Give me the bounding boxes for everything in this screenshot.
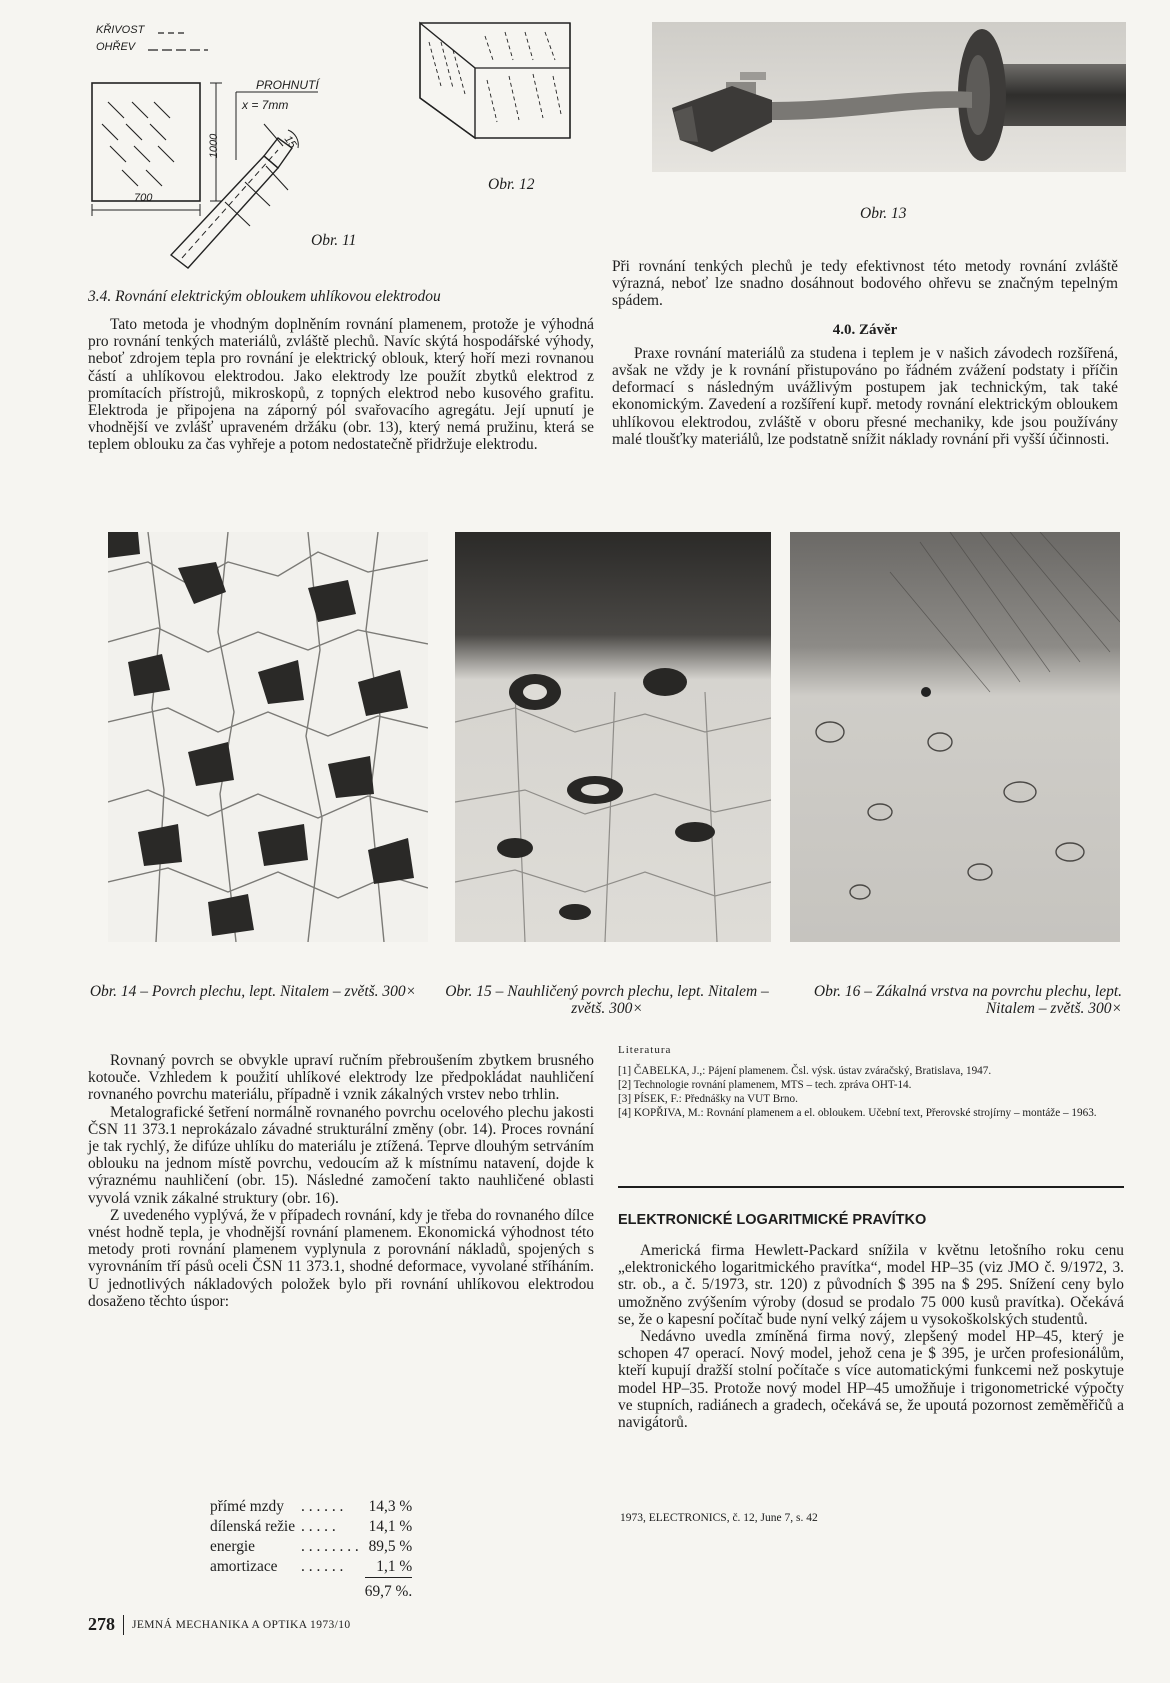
news-heading: ELEKTRONICKÉ LOGARITMICKÉ PRAVÍTKO [618,1212,927,1228]
conclusion-heading: 4.0. Závěr [832,321,898,338]
news-source: 1973, ELECTRONICS, č. 12, June 7, s. 42 [620,1512,818,1524]
savings-item: přímé mzdy [210,1498,284,1515]
savings-item: dílenská režie [210,1518,296,1535]
literature-item: [2] Technologie rovnání plamenem, MTS – tech. zpráva OHT-14. [618,1079,912,1091]
lower-left-column [88,1052,594,1310]
savings-item: amortizace [210,1558,278,1576]
savings-value: 14,1 % [368,1518,413,1535]
savings-value: 14,3 % [368,1498,413,1515]
literature-item: [1] ČABELKA, J.,: Pájení plamenem. Čsl. výsk. ústav zváračský, Bratislava, 1947. [618,1065,992,1077]
footer-separator [123,1615,124,1635]
news-paragraph-1: Americká firma Hewlett-Packard snížila v květnu letošního roku cenu „elektronického logaritmického pravítka“, model HP–35 (viz JMO č. 9/1972, 3. str. ob., a č. 5/1973, str. 120) z původních $ 395 na $ 295. Snížení ceny bylo umožněno zvýšením výroby (dosud se prodalo 75 000 kusů pravítka). Očekává se, že o kapesní počítač bude nyní velký zájem u vysokoškolských studentů. [618,1242,1124,1328]
micrograph-16-caption: Obr. 16 – Zákalná vrstva na povrchu plechu, lept. Nitalem – zvětš. 300× [813,983,1122,1017]
section-3-4-text [88,316,594,454]
micrograph-14-caption: Obr. 14 – Povrch plechu, lept. Nitalem – zvětš. 300× [89,983,417,1000]
literature-item: [4] KOPŘIVA, M.: Rovnání plamenem a el. obloukem. Učební text, Přerovské strojírny – montáže – 1963. [618,1107,1097,1119]
figure-11-drawing [88,20,428,270]
figure-12-drawing [415,18,595,158]
height-dimension: 1000 [208,133,221,159]
angle-dimension: 15 [281,133,299,151]
right-column-top [612,258,1118,448]
literature-list [618,1064,1124,1120]
micrograph-15-caption: Obr. 15 – Nauhličený povrch plechu, lept. Nitalem – zvětš. 300× [445,983,769,1017]
savings-total: 69,7 %. [364,1583,413,1600]
savings-total-row [210,1578,412,1603]
literature-heading: Literatura [618,1044,672,1056]
micrograph-15 [455,532,771,942]
section-3-4-heading: 3.4. Rovnání elektrickým obloukem uhlíkovou elektrodou [88,288,441,305]
micrograph-14 [108,532,428,942]
thin-sheet-paragraph: Při rovnání tenkých plechů je tedy efektivnost této metody rovnání zvláště výrazná, neboť lze snadno dosáhnout bodového ohřevu se značným tepelným spádem. [612,258,1118,310]
news-paragraph-2: Nedávno uvedla zmíněná firma nový, zlepšený model HP–45, který je schopen 47 operací. Nový model, jehož cena je $ 395, je určen profesionálům, kteří kupují dražší stolní počítače s více automatickými funkcemi než poskytuje model HP–35. Protože nový model HP–45 umožňuje i trigonometrické výpočty ve stupních, radiánech a gradech, očekává se, že upoutá pozornost zeměměřičů a navigátorů. [618,1328,1124,1432]
page-number: 278 [88,1614,115,1634]
savings-dots: . . . . . . [301,1498,344,1515]
conclusion-paragraph: Praxe rovnání materiálů za studena i teplem je v našich závodech rozšířená, avšak ne vždy je k rovnání přistupováno po řádném zvážení podstaty i příčin deformací s následným uvážlivým postupem jak technickým, tak také ekonomickým. Zavedení a rozšíření kupř. metody rovnání elektrickým obloukem uhlíkovou elektrodou, zvláště v oboru přesné mechaniky, kde jsou používány malé tloušťky materiálů, lze podstatně snížit náklady rovnání při vyšší účinnosti. [612,344,1118,448]
savings-row [210,1557,412,1578]
savings-row [210,1537,412,1557]
section-3-4-paragraph: Tato metoda je vhodným doplněním rovnání plamenem, protože je výhodná pro rovnání tenkých materiálů, zvláště plechů. Navíc skýtá hospodářské výhody, neboť zdrojem tepla pro rovnání je elektrický oblouk, který hoří mezi rovnanou částí a uhlíkovou elektrodou. Jako elektrody lze použít zbytků elektrod z promítacích přístrojů, mikroskopů, z topných elektrod nebo kusového grafitu. Elektroda je připojena na záporný pól svařovacího agregátu. Její upnutí je vhodnější ve zvlášť upraveném držáku (obr. 13), který nemá pružinu, která se teplem oblouku za čas vyhřeje a potom nedostatečně přidržuje elektrodu. [88,316,594,454]
literature-item: [3] PÍSEK, F.: Přednášky na VUT Brno. [618,1093,798,1105]
savings-value: 1,1 % [365,1557,412,1578]
bend-label: PROHNUTÍ [256,78,319,92]
figure-13-photo [652,22,1126,172]
figure-13-caption: Obr. 13 [860,205,907,222]
figure-12 [415,18,595,198]
figure-11 [88,20,428,270]
section-divider [618,1186,1124,1188]
savings-row [210,1517,412,1537]
width-dimension: 700 [134,192,153,204]
bend-value: x = 7mm [242,98,289,112]
journal-name: JEMNÁ MECHANIKA A OPTIKA 1973/10 [132,1618,351,1631]
figure-12-caption: Obr. 12 [488,176,535,193]
savings-dots: . . . . . [301,1518,336,1535]
metallography-paragraph: Metalografické šetření normálně rovnaného povrchu ocelového plechu jakosti ČSN 11 373.1 neprokázalo závadné strukturální změny (obr. 14). Proces rovnání je tak rychlý, že difúze uhlíku do materiálu je ztížená. Teprve dlouhým setrváním oblouku na jednom místě povrchu, vedoucím až k místnímu natavení, dojde k výraznému nauhličení (obr. 15). Následné zamočení takto nauhličené oblasti vyvolá vznik zákalné struktury (obr. 16). [88,1103,594,1207]
savings-dots: . . . . . . [301,1558,344,1576]
legend-heat-label: OHŘEV [96,41,136,53]
savings-dots: . . . . . . . . [301,1538,359,1555]
legend-curve-label: KŘIVOST [96,24,145,36]
news-text [618,1242,1124,1431]
savings-table [210,1497,412,1602]
micrograph-16 [790,532,1120,942]
savings-item: energie [210,1538,256,1555]
savings-row [210,1497,412,1517]
savings-value: 89,5 % [368,1538,413,1555]
surface-paragraph: Rovnaný povrch se obvykle upraví ručním přebroušením zbytkem brusného kotouče. Vzhledem k použití uhlíkové elektrody lze předpokládat nauhličení rovnaného povrchu materiálu, případně i vznik zákalných vrstev nebo trhlin. [88,1052,594,1104]
economy-paragraph: Z uvedeného vyplývá, že v případech rovnání, kdy je třeba do rovnaného dílce vnést hodně tepla, je vhodnější rovnání plamenem. Ekonomická výhodnost této metody proti rovnání plamenem vyplynula z porovnání nákladů, spojených s vyrovnáním tří pásů oceli ČSN 11 373.1, shodné deformace, vyvolané stříháním. U jednotlivých nákladových položek bylo při rovnání uhlíkovou elektrodou dosaženo těchto úspor: [88,1206,594,1310]
page-footer [88,1614,351,1635]
figure-11-caption: Obr. 11 [311,232,357,249]
